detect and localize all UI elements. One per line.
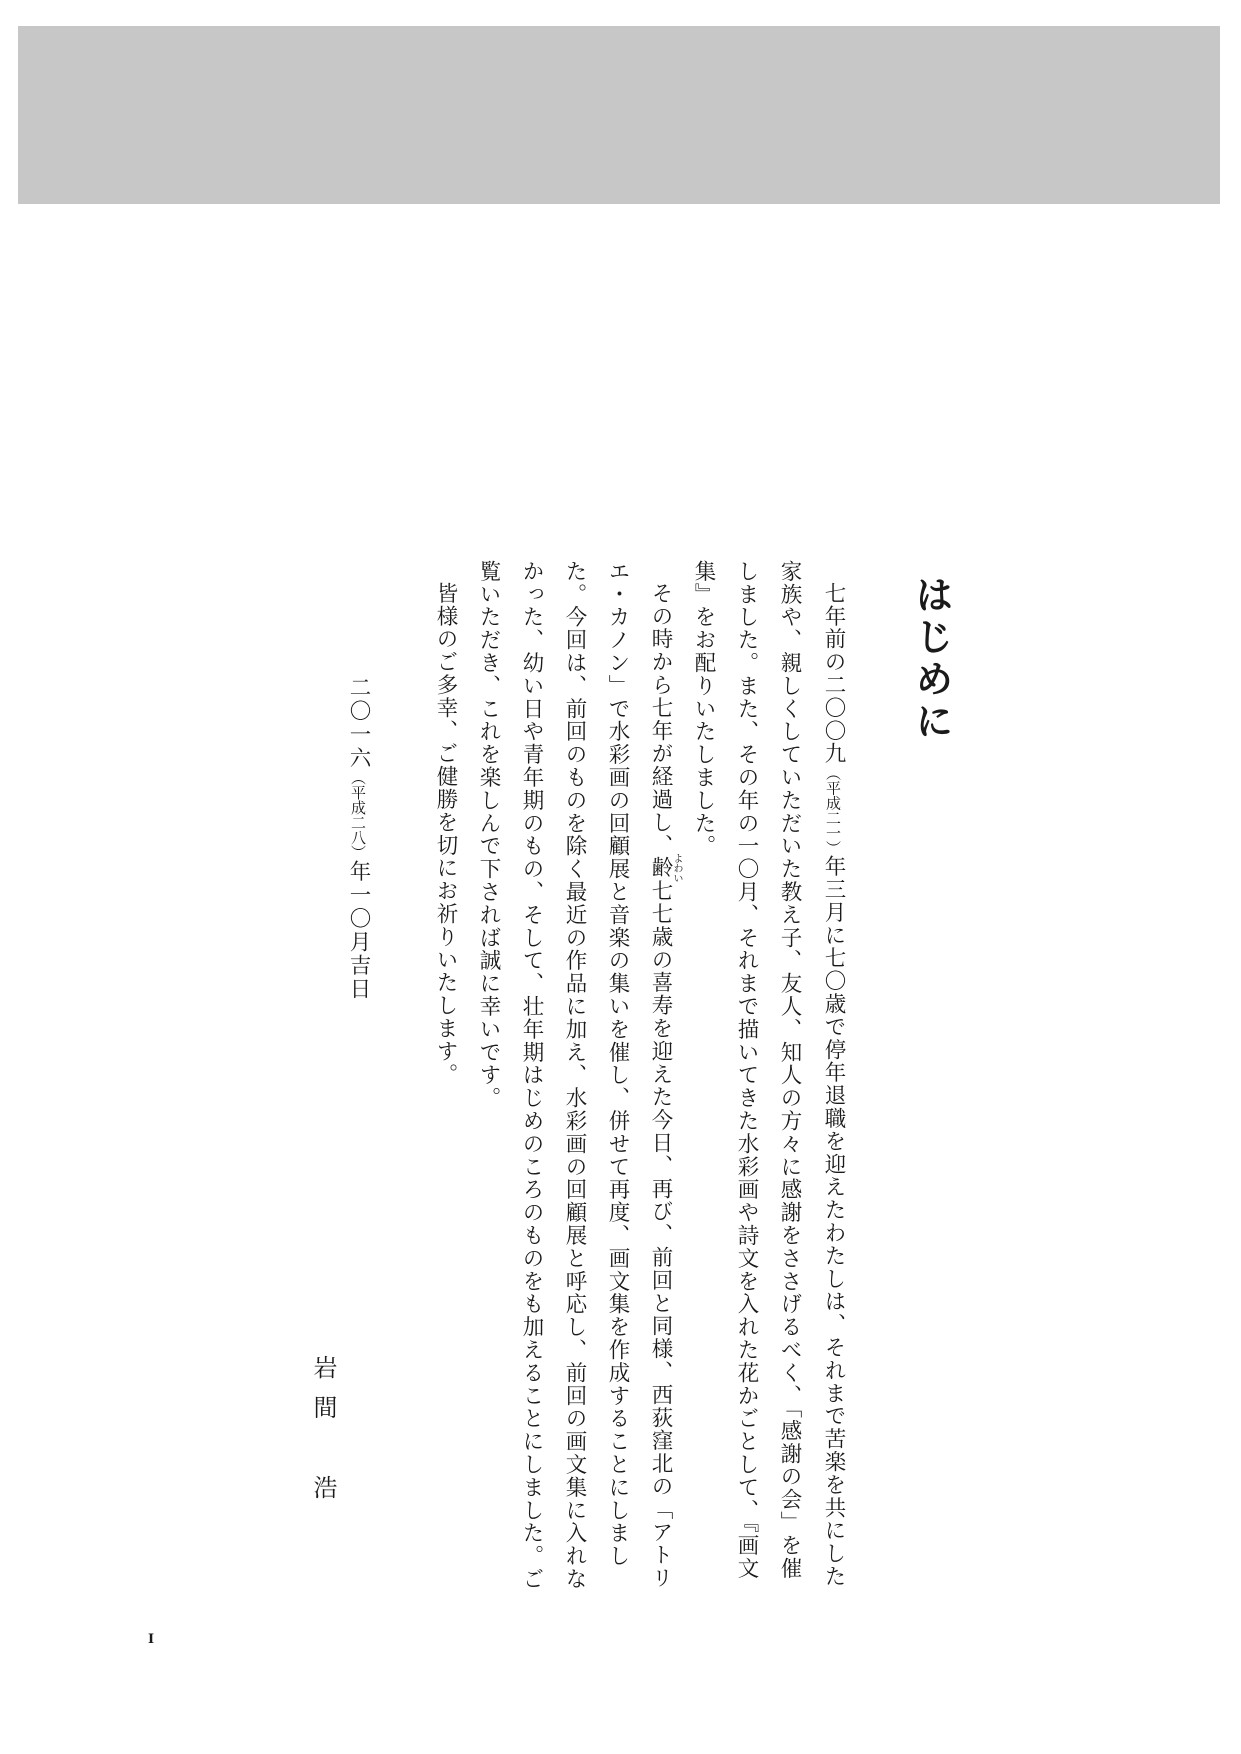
ruby-reading: よわい [671,852,682,883]
paragraph-3: 皆様のご多幸、ご健勝を切にお祈りいたします。 [433,581,458,1086]
paragraph-2 [467,560,682,1600]
date-line [338,676,378,1056]
header-band [18,26,1220,204]
paragraph-1-part-1: 七年前の二〇〇九 [821,581,846,765]
page-title: はじめに [909,575,954,743]
ruby-yowai [648,852,682,883]
ruby-base: 齢 [648,852,673,883]
date-year: 二〇一六 [346,676,371,770]
author-signature: 岩間 浩 [309,1355,337,1515]
paragraph-1 [682,560,855,1600]
body-text [425,560,855,1600]
paragraph-1-part-2: 年三月に七〇歳で停年退職を迎えたわたしは、それまで苦楽を共にした家族や、親しくしていただいた教え子、友人、知人の方々に感謝をささげるべく、「感謝の会」を催しました。また、その年の一〇月、それまで描いてきた水彩画や詩文を入れた花かごとして、『画文集』をお配りいたしました。 [691,560,846,1588]
date-era: （平成二八） [349,770,367,860]
date-month-day: 年一〇月吉日 [346,860,371,1001]
paragraph-1-era: （平成二一） [824,764,842,855]
paragraph-2-part-1: その時から七年が経過し、 [648,581,673,857]
paragraph-2-part-2: 七七歳の喜寿を迎えた今日、再び、前回と同様、西荻窪北の「アトリエ・カノン」で水彩画の回顧展と音楽の集いを催し、併せて再度、画文集を作成することにしました。今回は、前回のものを除く最近の作品に加え、水彩画の回顧展と呼応し、前回の画文集に入れなかった、幼い日や青年期のもの、そして、壮年期はじめのころのものをも加えることにしました。ご覧いただき、これを楽しんで下されば誠に幸いです。 [476,560,673,1591]
page-number: I [148,1632,155,1647]
